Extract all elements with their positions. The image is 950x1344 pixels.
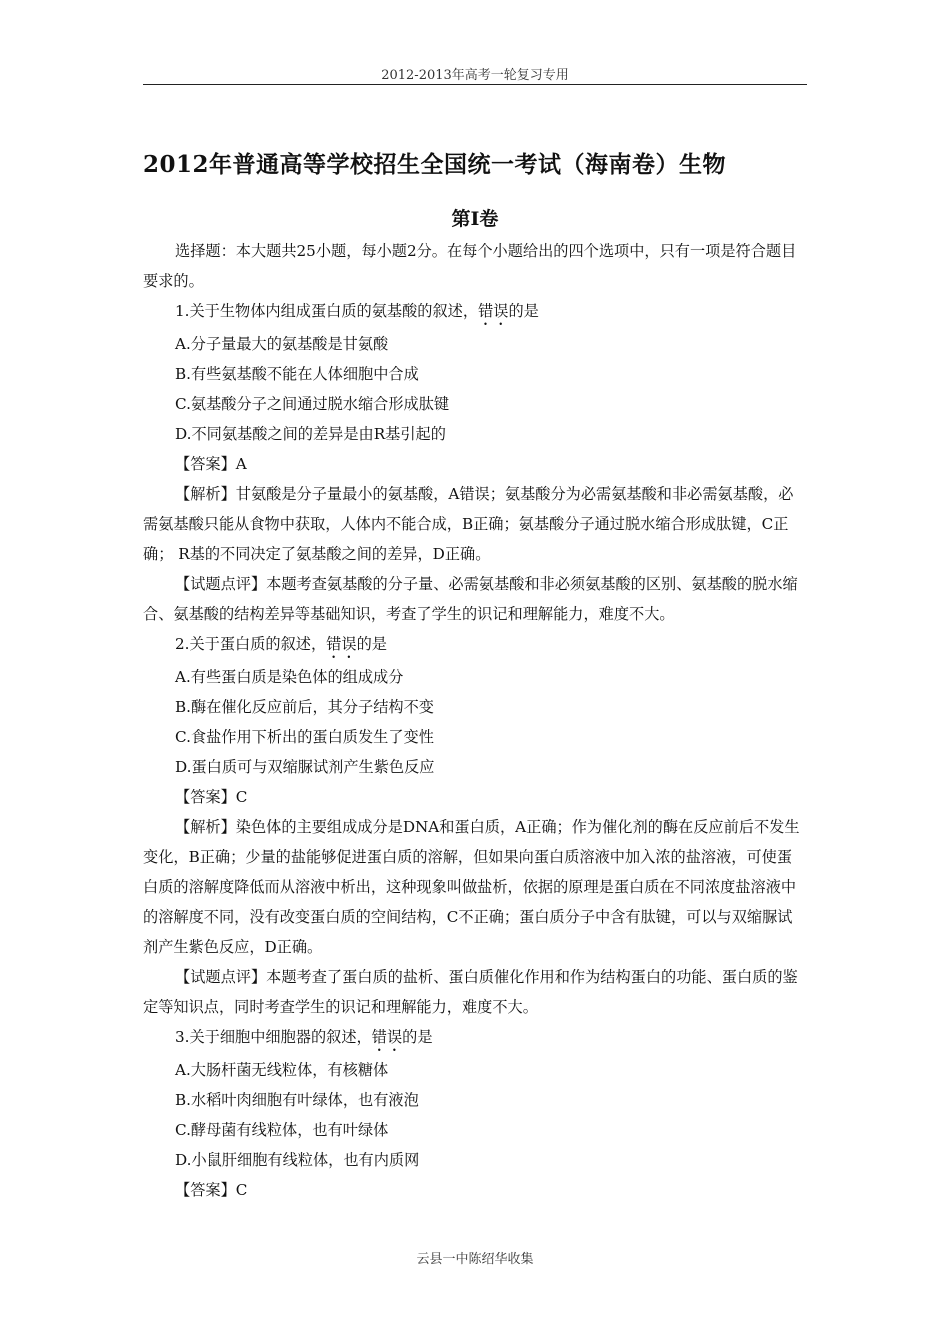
option-b: B.酶在催化反应前后，其分子结构不变 — [175, 698, 434, 716]
option-c: C.酵母菌有线粒体，也有叶绿体 — [175, 1121, 389, 1139]
comment: 【试题点评】本题考查了蛋白质的盐析、蛋白质催化作用和作为结构蛋白的功能、蛋白质的鉴定等知识点，同时考查学生的识记和理解能力，难度不大。 — [143, 968, 798, 1016]
option-d: D.小鼠肝细胞有线粒体，也有内质网 — [175, 1151, 420, 1169]
option-a: A.分子量最大的氨基酸是甘氨酸 — [175, 335, 389, 353]
analysis: 【解析】染色体的主要组成成分是DNA和蛋白质，A正确；作为催化剂的酶在反应前后不发生变化，B正确；少量的盐能够促进蛋白质的溶解，但如果向蛋白质溶液中加入浓的盐溶液，可使蛋白质的溶解度降低而从溶液中析出，这种现象叫做盐析，依据的原理是蛋白质在不同浓度盐溶液中的溶解度不同，没有改变蛋白质的空间结构，C不正确；蛋白质分子中含有肽键，可以与双缩脲试剂产生紫色反应，D正确。 — [143, 818, 800, 956]
option-a: A.大肠杆菌无线粒体，有核糖体 — [175, 1061, 389, 1079]
question-stem: 2.关于蛋白质的叙述，错误的是 — [175, 635, 387, 653]
intro-paragraph: 选择题：本大题共25小题，每小题2分。在每个小题给出的四个选项中，只有一项是符合题目要求的。 — [143, 242, 797, 290]
comment: 【试题点评】本题考查氨基酸的分子量、必需氨基酸和非必须氨基酸的区别、氨基酸的脱水缩合、氨基酸的结构差异等基础知识，考查了学生的识记和理解能力，难度不大。 — [143, 575, 798, 623]
option-d: D.不同氨基酸之间的差异是由R基引起的 — [175, 425, 446, 443]
document-body — [143, 236, 807, 1205]
exam-title: 2012年普通高等学校招生全国统一考试（海南卷）生物 — [143, 151, 727, 178]
section-title: 第I卷 — [451, 208, 499, 230]
option-b: B.水稻叶肉细胞有叶绿体，也有液泡 — [175, 1091, 419, 1109]
page-footer: 云县一中陈绍华收集 — [416, 1252, 534, 1267]
emphasis-word: 错误 — [326, 635, 357, 653]
emphasis-word: 错误 — [371, 1028, 403, 1046]
header-rule — [143, 84, 807, 85]
answer: 【答案】C — [175, 788, 248, 806]
option-c: C.氨基酸分子之间通过脱水缩合形成肽键 — [175, 395, 450, 413]
emphasis-word: 错误 — [478, 302, 509, 320]
question-stem: 1.关于生物体内组成蛋白质的氨基酸的叙述，错误的是 — [175, 302, 539, 320]
option-c: C.食盐作用下析出的蛋白质发生了变性 — [175, 728, 434, 746]
option-a: A.有些蛋白质是染色体的组成成分 — [175, 668, 404, 686]
analysis: 【解析】甘氨酸是分子量最小的氨基酸，A错误；氨基酸分为必需氨基酸和非必需氨基酸，必需氨基酸只能从食物中获取，人体内不能合成，B正确；氨基酸分子通过脱水缩合形成肽键，C正确； R基的不同决定了氨基酸之间的差异，D正确。 — [143, 485, 794, 563]
answer: 【答案】A — [175, 455, 247, 473]
question-stem: 3.关于细胞中细胞器的叙述，错误的是 — [175, 1028, 433, 1046]
page-header: 2012-2013年高考一轮复习专用 — [381, 68, 569, 83]
answer: 【答案】C — [175, 1181, 248, 1199]
option-d: D.蛋白质可与双缩脲试剂产生紫色反应 — [175, 758, 435, 776]
option-b: B.有些氨基酸不能在人体细胞中合成 — [175, 365, 419, 383]
